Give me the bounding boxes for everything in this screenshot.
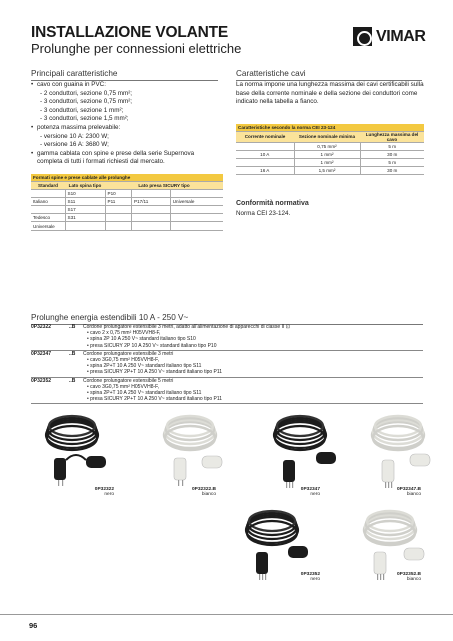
formats-cell-extra1 <box>132 222 171 230</box>
image-caption-2: 0P32322.B bianco <box>191 487 216 497</box>
formats-cell-extra2 <box>170 214 223 222</box>
features-title: Principali caratteristiche <box>31 69 218 81</box>
formats-cell-spina: S10 <box>65 189 105 197</box>
product-code: 0P32322 <box>31 324 52 330</box>
formats-cell-presa: P11 <box>105 197 132 205</box>
norm-title: Conformità normativa <box>236 200 309 207</box>
feature-item: • cavo con guaina in PVC: <box>31 81 218 90</box>
formats-cell-spina: S11 <box>65 197 105 205</box>
formats-cell-extra2 <box>170 206 223 214</box>
cable-cell-length: 5 m <box>360 158 424 166</box>
cables-text: La norma impone una lunghezza massima dei cavi certificabili sulla base della corrente nominale e della sezione dei conduttori come indicato nella tabella a fianco. <box>236 81 424 106</box>
product-pack: ..B <box>69 324 76 330</box>
cable-row <box>236 167 424 175</box>
product-line: Cordone prolungatore estensibile 3 metri, adatto all'alimentazione di apparecchi di classe II ⊡ <box>83 324 290 330</box>
product-line: • presa SICURY 2P+T 10 A 250 V~ standard italiano tipo P11 <box>83 396 373 402</box>
product-row <box>31 351 423 378</box>
cable-row <box>236 150 424 158</box>
product-image-0P32347-B <box>372 416 430 488</box>
feature-subitem: - 3 conduttori, sezione 1,5 mm²; <box>31 115 218 124</box>
product-line: Cordone prolungatore estensibile 3 metri <box>83 350 174 357</box>
formats-cell-spina: S17 <box>65 206 105 214</box>
formats-row <box>31 206 223 214</box>
formats-row <box>31 197 223 205</box>
formats-cell-presa <box>105 214 132 222</box>
formats-table-caption: Formati spine e prese cablate alle prolunghe <box>31 174 223 181</box>
product-description <box>83 324 373 349</box>
cable-cell-length: 5 m <box>360 142 424 150</box>
product-line: • cavo 3G0,75 mm² H05VVH8-F, <box>83 357 373 363</box>
cable-table-caption: Caratteristiche secondo la norma CEI 23-124 <box>236 124 424 131</box>
cable-cell-length: 30 m <box>360 167 424 175</box>
formats-row <box>31 189 223 197</box>
cable-header-section: Sezione nominale minima <box>294 131 360 142</box>
formats-cell-std <box>31 189 65 197</box>
feature-subitem: - versione 10 A: 2300 W; <box>31 133 218 142</box>
product-line: • presa SICURY 2P 10 A 250 V~ standard italiano tipo P10 <box>83 343 373 349</box>
formats-cell-extra1: P17/11 <box>132 197 171 205</box>
formats-row <box>31 222 223 230</box>
cables-title: Caratteristiche cavi <box>236 69 422 81</box>
formats-cell-extra2: Universale <box>170 197 223 205</box>
formats-cell-spina: S31 <box>65 214 105 222</box>
page-subtitle: Prolunghe per connessioni elettriche <box>31 41 242 56</box>
cable-cell-section: 1 mm² <box>294 158 360 166</box>
cable-cell-section: 1 mm² <box>294 150 360 158</box>
product-line: • spina 2P+T 10 A 250 V~ standard italiano tipo S11 <box>83 363 373 369</box>
formats-cell-std: Universale <box>31 222 65 230</box>
product-image-0P32347 <box>274 416 336 488</box>
formats-cell-presa: P10 <box>105 189 132 197</box>
page-title: INSTALLAZIONE VOLANTE <box>31 24 229 41</box>
product-code: 0P32347 <box>31 350 52 357</box>
formats-cell-extra1 <box>132 189 171 197</box>
product-line: • spina 2P 10 A 250 V~ standard italiano tipo S10 <box>83 336 373 342</box>
footer-rule <box>0 614 453 615</box>
products-title: Prolunghe energia estendibili 10 A - 250 V~ <box>31 313 423 325</box>
feature-subitem: - versione 16 A: 3680 W; <box>31 141 218 150</box>
formats-cell-extra2 <box>170 222 223 230</box>
formats-cell-presa <box>105 206 132 214</box>
formats-cell-extra1 <box>132 214 171 222</box>
product-pack: ..B <box>69 377 76 384</box>
cable-cell-current <box>236 158 294 166</box>
formats-cell-std <box>31 206 65 214</box>
formats-cell-extra2 <box>170 189 223 197</box>
image-caption-3: 0P32347 nero <box>300 487 320 497</box>
product-image-0P32322-B <box>164 416 222 486</box>
cable-table <box>236 124 424 175</box>
vimar-logo-text: VIMAR <box>376 27 426 45</box>
vimar-logo <box>353 27 426 46</box>
product-pack: ..B <box>69 350 76 357</box>
product-image-0P32352 <box>246 511 308 580</box>
formats-header-standard: Standard <box>31 181 65 189</box>
feature-item: • potenza massima prelevabile: <box>31 124 218 133</box>
feature-item: • gamma cablata con spine e prese della serie Supernova completa di tutti i formati richiesti dal mercato. <box>31 150 218 167</box>
cable-cell-current: 16 A <box>236 167 294 175</box>
feature-subitem: - 2 conduttori, sezione 0,75 mm²; <box>31 90 218 99</box>
cable-cell-section: 0,75 mm² <box>294 142 360 150</box>
formats-cell-std: Tedesco <box>31 214 65 222</box>
page-number: 96 <box>29 621 38 630</box>
vimar-logo-icon <box>353 27 372 46</box>
product-description <box>83 378 373 403</box>
cable-cell-section: 1,5 mm² <box>294 167 360 175</box>
cable-row <box>236 158 424 166</box>
formats-cell-spina <box>65 222 105 230</box>
cable-row <box>236 142 424 150</box>
products-list <box>31 324 423 404</box>
product-line: • spina 2P+T 10 A 250 V~ standard italiano tipo S11 <box>83 390 373 396</box>
formats-row <box>31 214 223 222</box>
cable-header-length: Lunghezza massima del cavo <box>360 131 424 142</box>
formats-header-spina: Lato spina tipo <box>65 181 105 189</box>
product-image-0P32322 <box>46 416 106 486</box>
product-row <box>31 324 423 351</box>
image-caption-5: 0P32352 nero <box>300 572 320 582</box>
product-line: • presa SICURY 2P+T 10 A 250 V~ standard italiano tipo P11 <box>83 369 373 375</box>
product-description <box>83 351 373 376</box>
feature-subitem: - 3 conduttori, sezione 0,75 mm²; <box>31 98 218 107</box>
image-caption-1: 0P32322 nero <box>94 487 114 497</box>
feature-subitem: - 3 conduttori, sezione 1 mm²; <box>31 107 218 116</box>
formats-cell-extra1 <box>132 206 171 214</box>
product-line: Cordone prolungatore estensibile 5 metri <box>83 377 174 384</box>
norm-value: Norma CEI 23-124. <box>236 210 291 217</box>
product-line: • cavo 3G0,75 mm² H05VVH8-F, <box>83 384 373 390</box>
formats-cell-std: Italiano <box>31 197 65 205</box>
image-caption-6: 0P32352.B bianco <box>396 572 421 582</box>
formats-header-presa: Lato presa SICURY tipo <box>105 181 223 189</box>
cable-cell-length: 30 m <box>360 150 424 158</box>
product-image-0P32352-B <box>364 511 424 580</box>
cable-header-current: Corrente nominale <box>236 131 294 142</box>
product-code: 0P32352 <box>31 377 52 384</box>
product-line: • cavo 2 x 0,75 mm² H05VVH8-F, <box>83 330 373 336</box>
features-list <box>31 81 218 167</box>
formats-cell-presa <box>105 222 132 230</box>
cable-cell-current: 10 A <box>236 150 294 158</box>
cable-cell-current <box>236 142 294 150</box>
formats-table <box>31 174 223 231</box>
image-caption-4: 0P32347.B bianco <box>396 487 421 497</box>
